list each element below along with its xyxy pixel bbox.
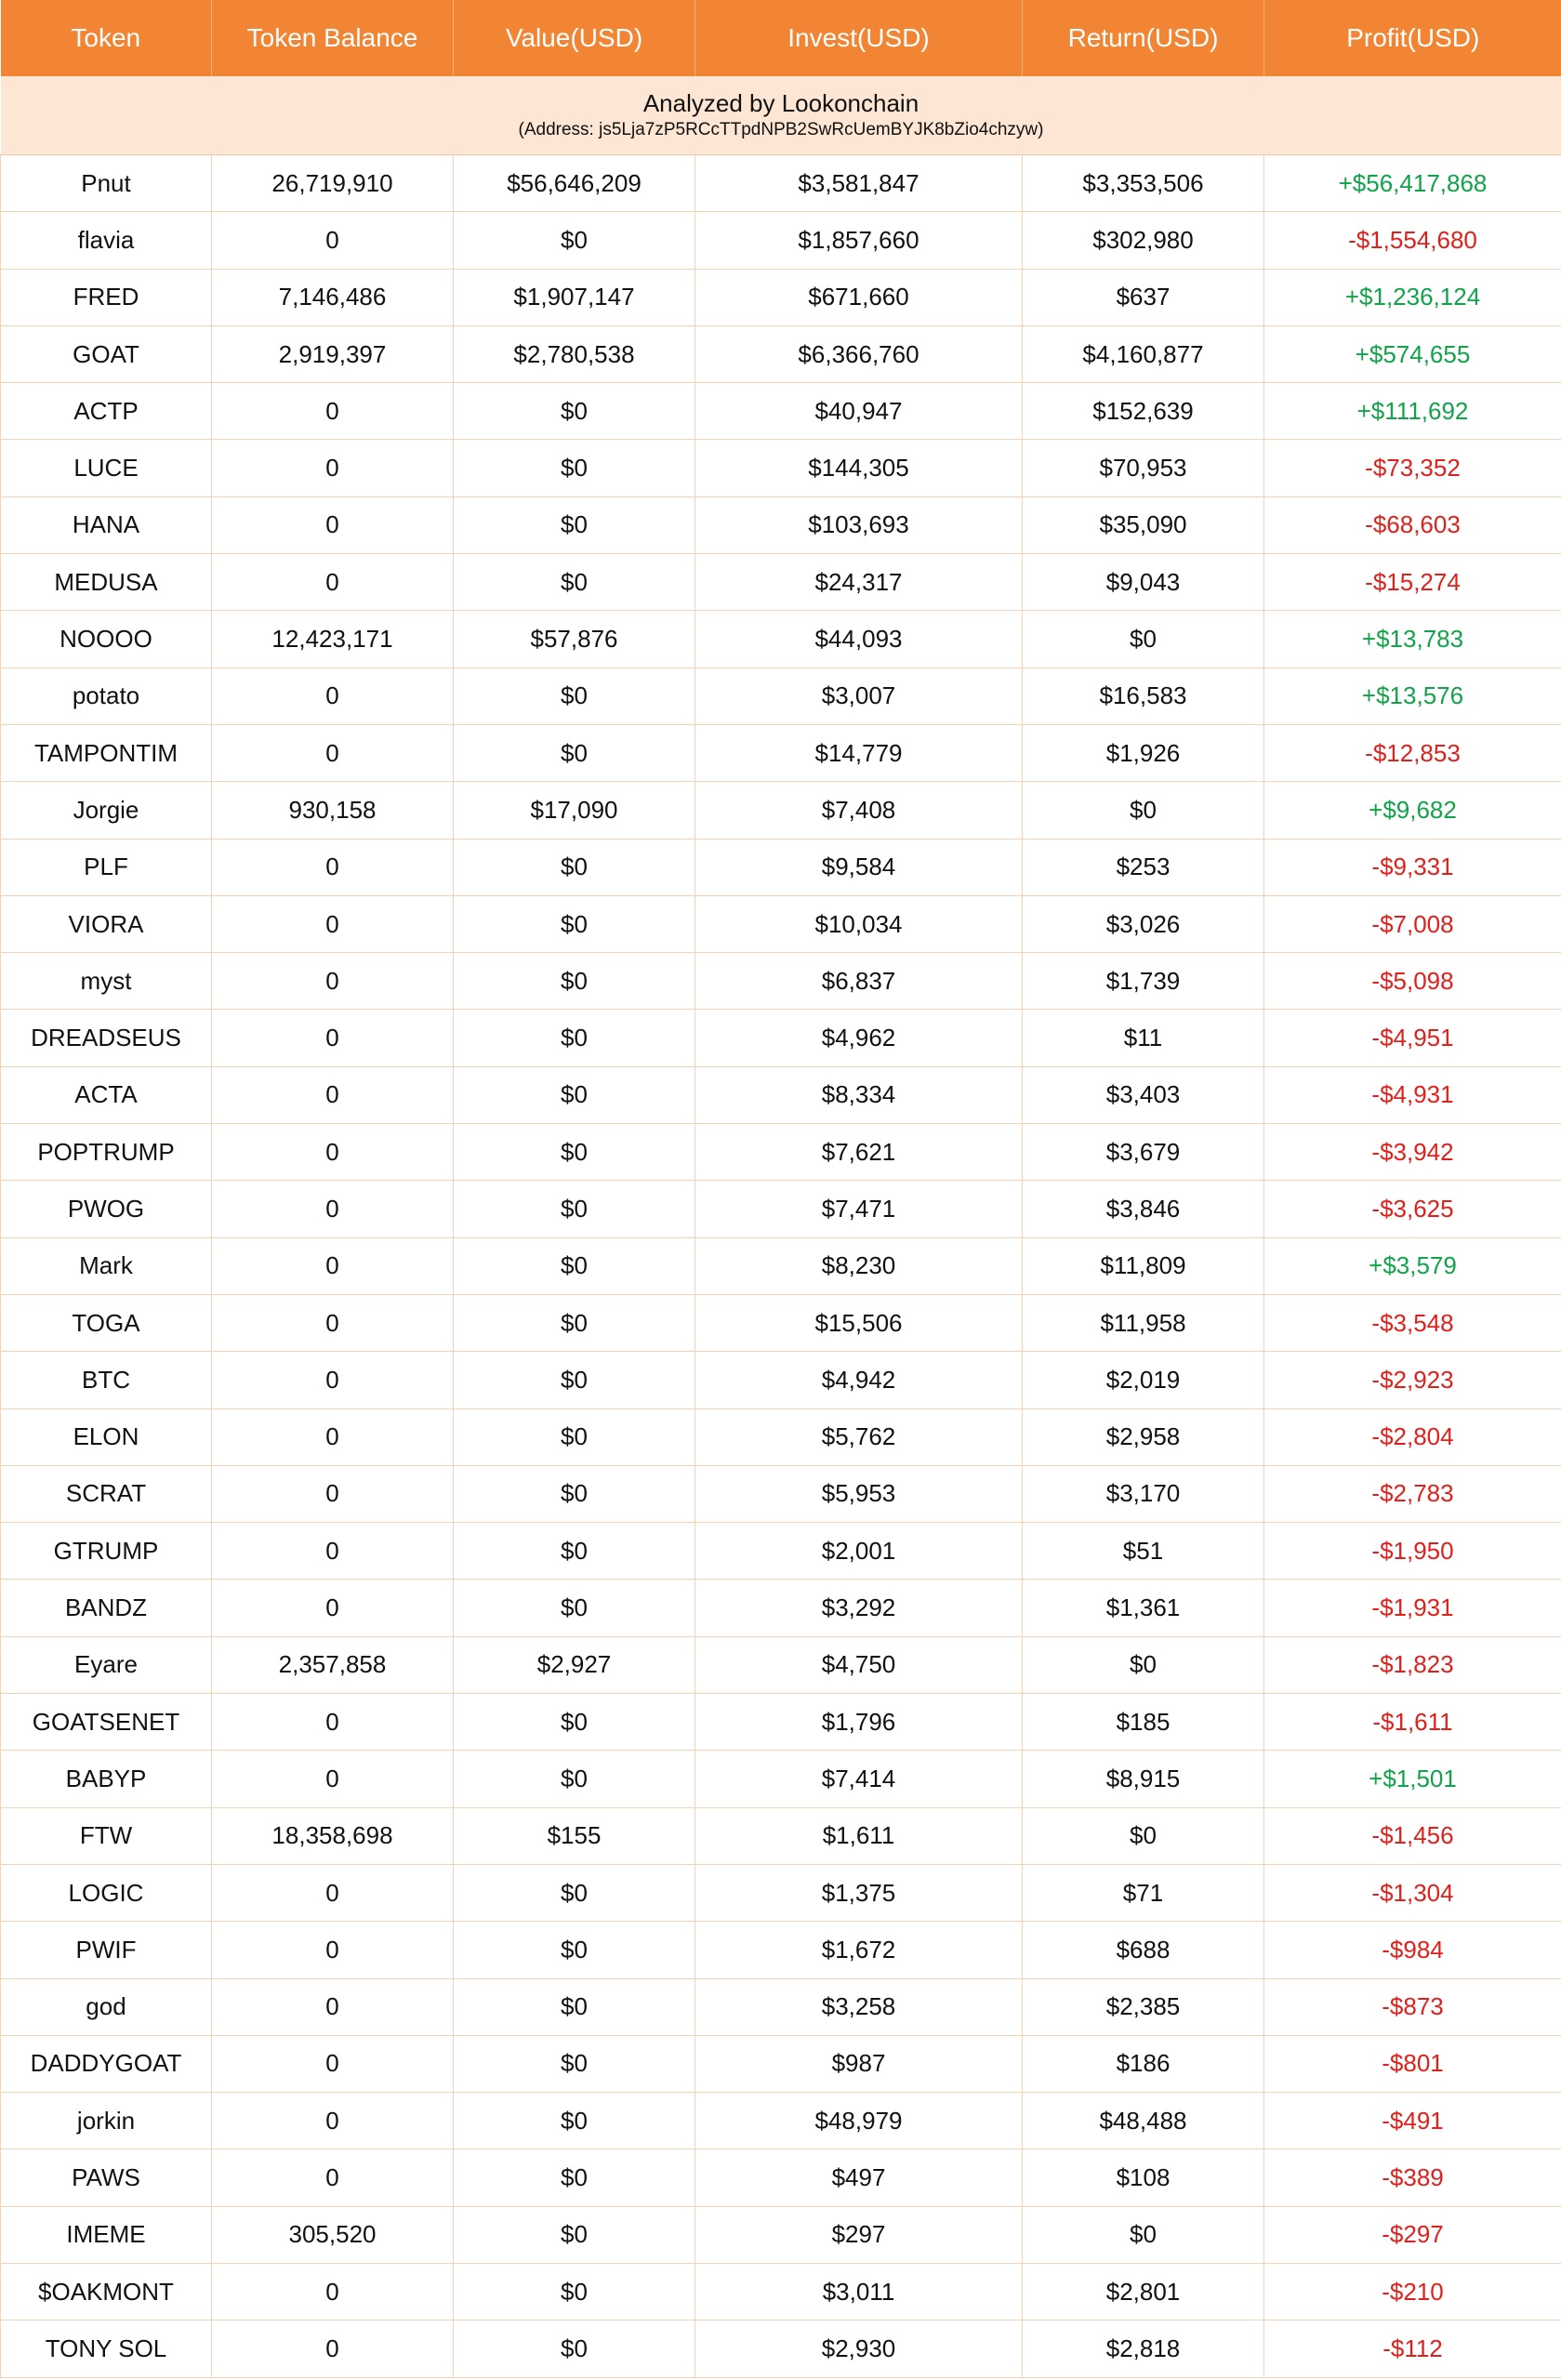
profit-cell: -$210: [1264, 2263, 1561, 2320]
table-row: [1, 1124, 1561, 1181]
token-balance-cell: 0: [212, 2149, 454, 2206]
profit-cell: -$2,804: [1264, 1408, 1561, 1465]
token-cell: PWIF: [1, 1922, 212, 1978]
token-balance-cell: 0: [212, 1010, 454, 1066]
token-cell: GTRUMP: [1, 1523, 212, 1580]
invest-cell: $48,979: [695, 2093, 1023, 2149]
token-balance-cell: 0: [212, 1124, 454, 1181]
token-balance-cell: 0: [212, 1181, 454, 1237]
token-cell: POPTRUMP: [1, 1124, 212, 1181]
token-cell: SCRAT: [1, 1465, 212, 1522]
value-cell: $0: [454, 1922, 695, 1978]
token-cell: DREADSEUS: [1, 1010, 212, 1066]
profit-cell: +$56,417,868: [1264, 155, 1561, 212]
value-cell: $0: [454, 2093, 695, 2149]
value-cell: $0: [454, 1010, 695, 1066]
table-row: [1, 1978, 1561, 2035]
profit-cell: -$68,603: [1264, 496, 1561, 553]
return-cell: $0: [1023, 1807, 1264, 1864]
profit-cell: -$491: [1264, 2093, 1561, 2149]
token-balance-cell: 0: [212, 496, 454, 553]
token-balance-cell: 0: [212, 2035, 454, 2092]
profit-cell: -$389: [1264, 2149, 1561, 2206]
value-cell: $0: [454, 554, 695, 611]
profit-cell: -$1,823: [1264, 1636, 1561, 1693]
token-balance-cell: 26,719,910: [212, 155, 454, 212]
value-cell: $0: [454, 2320, 695, 2377]
table-row: [1, 1294, 1561, 1351]
token-cell: PWOG: [1, 1181, 212, 1237]
invest-cell: $44,093: [695, 611, 1023, 668]
token-balance-cell: 0: [212, 1580, 454, 1636]
token-balance-cell: 0: [212, 953, 454, 1010]
return-cell: $3,353,506: [1023, 155, 1264, 212]
profit-cell: +$13,576: [1264, 668, 1561, 724]
value-cell: $2,780,538: [454, 325, 695, 382]
table-row: [1, 325, 1561, 382]
value-cell: $0: [454, 2206, 695, 2263]
token-cell: NOOOO: [1, 611, 212, 668]
profit-cell: -$297: [1264, 2206, 1561, 2263]
invest-cell: $1,375: [695, 1864, 1023, 1921]
table-row: [1, 782, 1561, 839]
return-cell: $2,385: [1023, 1978, 1264, 2035]
profit-cell: -$73,352: [1264, 440, 1561, 496]
column-header-invest: Invest(USD): [695, 0, 1023, 76]
table-row: [1, 1864, 1561, 1921]
return-cell: $35,090: [1023, 496, 1264, 553]
invest-cell: $7,408: [695, 782, 1023, 839]
token-cell: Mark: [1, 1237, 212, 1294]
return-cell: $11: [1023, 1010, 1264, 1066]
value-cell: $0: [454, 383, 695, 440]
return-cell: $48,488: [1023, 2093, 1264, 2149]
return-cell: $11,958: [1023, 1294, 1264, 1351]
return-cell: $8,915: [1023, 1751, 1264, 1807]
column-header-profit: Profit(USD): [1264, 0, 1561, 76]
profit-cell: -$2,783: [1264, 1465, 1561, 1522]
profit-cell: -$4,931: [1264, 1066, 1561, 1123]
table-row: [1, 611, 1561, 668]
token-cell: DADDYGOAT: [1, 2035, 212, 2092]
invest-cell: $3,258: [695, 1978, 1023, 2035]
value-cell: $0: [454, 1864, 695, 1921]
return-cell: $152,639: [1023, 383, 1264, 440]
token-balance-cell: 0: [212, 2093, 454, 2149]
return-cell: $70,953: [1023, 440, 1264, 496]
invest-cell: $6,366,760: [695, 325, 1023, 382]
return-cell: $2,958: [1023, 1408, 1264, 1465]
value-cell: $17,090: [454, 782, 695, 839]
token-balance-cell: 2,357,858: [212, 1636, 454, 1693]
table-row: [1, 383, 1561, 440]
value-cell: $0: [454, 724, 695, 781]
token-balance-cell: 305,520: [212, 2206, 454, 2263]
invest-cell: $3,581,847: [695, 155, 1023, 212]
token-cell: FTW: [1, 1807, 212, 1864]
profit-cell: +$574,655: [1264, 325, 1561, 382]
profit-cell: -$3,548: [1264, 1294, 1561, 1351]
token-cell: myst: [1, 953, 212, 1010]
table-body: [1, 155, 1561, 2378]
token-balance-cell: 0: [212, 1523, 454, 1580]
token-cell: PAWS: [1, 2149, 212, 2206]
return-cell: $9,043: [1023, 554, 1264, 611]
token-balance-cell: 0: [212, 383, 454, 440]
token-cell: TAMPONTIM: [1, 724, 212, 781]
value-cell: $1,907,147: [454, 269, 695, 325]
token-balance-cell: 0: [212, 839, 454, 895]
analysis-banner-row: [1, 76, 1561, 155]
token-cell: $OAKMONT: [1, 2263, 212, 2320]
return-cell: $3,026: [1023, 895, 1264, 952]
profit-cell: -$112: [1264, 2320, 1561, 2377]
invest-cell: $671,660: [695, 269, 1023, 325]
profit-cell: -$7,008: [1264, 895, 1561, 952]
table-header-row: [1, 0, 1561, 76]
token-balance-cell: 0: [212, 1294, 454, 1351]
token-cell: Pnut: [1, 155, 212, 212]
table-row: [1, 2263, 1561, 2320]
token-balance-cell: 18,358,698: [212, 1807, 454, 1864]
profit-cell: -$1,304: [1264, 1864, 1561, 1921]
token-cell: flavia: [1, 212, 212, 269]
value-cell: $0: [454, 1580, 695, 1636]
invest-cell: $7,471: [695, 1181, 1023, 1237]
value-cell: $0: [454, 1352, 695, 1408]
profit-cell: -$9,331: [1264, 839, 1561, 895]
token-balance-cell: 0: [212, 1864, 454, 1921]
invest-cell: $4,962: [695, 1010, 1023, 1066]
token-cell: potato: [1, 668, 212, 724]
invest-cell: $987: [695, 2035, 1023, 2092]
invest-cell: $1,672: [695, 1922, 1023, 1978]
invest-cell: $7,414: [695, 1751, 1023, 1807]
return-cell: $253: [1023, 839, 1264, 895]
invest-cell: $4,942: [695, 1352, 1023, 1408]
token-balance-cell: 0: [212, 1237, 454, 1294]
invest-cell: $103,693: [695, 496, 1023, 553]
return-cell: $2,801: [1023, 2263, 1264, 2320]
column-header-return: Return(USD): [1023, 0, 1264, 76]
token-cell: jorkin: [1, 2093, 212, 2149]
return-cell: $2,818: [1023, 2320, 1264, 2377]
profit-cell: -$15,274: [1264, 554, 1561, 611]
table-row: [1, 496, 1561, 553]
value-cell: $0: [454, 496, 695, 553]
table-row: [1, 1580, 1561, 1636]
profit-cell: -$1,931: [1264, 1580, 1561, 1636]
value-cell: $0: [454, 1181, 695, 1237]
value-cell: $0: [454, 1294, 695, 1351]
profit-cell: +$13,783: [1264, 611, 1561, 668]
value-cell: $0: [454, 212, 695, 269]
return-cell: $71: [1023, 1864, 1264, 1921]
value-cell: $0: [454, 953, 695, 1010]
value-cell: $0: [454, 2035, 695, 2092]
token-balance-cell: 12,423,171: [212, 611, 454, 668]
invest-cell: $2,930: [695, 2320, 1023, 2377]
value-cell: $56,646,209: [454, 155, 695, 212]
invest-cell: $9,584: [695, 839, 1023, 895]
return-cell: $51: [1023, 1523, 1264, 1580]
profit-cell: -$3,625: [1264, 1181, 1561, 1237]
return-cell: $3,846: [1023, 1181, 1264, 1237]
value-cell: $0: [454, 2263, 695, 2320]
table-row: [1, 895, 1561, 952]
column-header-value: Value(USD): [454, 0, 695, 76]
return-cell: $4,160,877: [1023, 325, 1264, 382]
table-row: [1, 440, 1561, 496]
token-cell: BABYP: [1, 1751, 212, 1807]
token-balance-cell: 0: [212, 1408, 454, 1465]
token-cell: TONY SOL: [1, 2320, 212, 2377]
token-balance-cell: 0: [212, 1978, 454, 2035]
return-cell: $0: [1023, 611, 1264, 668]
token-balance-cell: 0: [212, 1922, 454, 1978]
value-cell: $155: [454, 1807, 695, 1864]
invest-cell: $297: [695, 2206, 1023, 2263]
wallet-address: (Address: js5Lja7zP5RCcTTpdNPB2SwRcUemBYJK8bZio4chzyw): [518, 120, 1044, 139]
token-cell: ACTP: [1, 383, 212, 440]
profit-cell: -$1,456: [1264, 1807, 1561, 1864]
token-balance-cell: 7,146,486: [212, 269, 454, 325]
invest-cell: $3,292: [695, 1580, 1023, 1636]
token-cell: PLF: [1, 839, 212, 895]
table-row: [1, 212, 1561, 269]
table-row: [1, 1237, 1561, 1294]
profit-cell: -$2,923: [1264, 1352, 1561, 1408]
return-cell: $11,809: [1023, 1237, 1264, 1294]
invest-cell: $24,317: [695, 554, 1023, 611]
token-balance-cell: 930,158: [212, 782, 454, 839]
return-cell: $108: [1023, 2149, 1264, 2206]
return-cell: $0: [1023, 1636, 1264, 1693]
token-cell: LUCE: [1, 440, 212, 496]
table-row: [1, 1523, 1561, 1580]
invest-cell: $4,750: [695, 1636, 1023, 1693]
profit-cell: -$1,554,680: [1264, 212, 1561, 269]
profit-cell: +$1,236,124: [1264, 269, 1561, 325]
return-cell: $3,403: [1023, 1066, 1264, 1123]
token-cell: BTC: [1, 1352, 212, 1408]
table-row: [1, 1352, 1561, 1408]
banner-title: Analyzed by Lookonchain: [642, 89, 919, 117]
token-cell: TOGA: [1, 1294, 212, 1351]
table-row: [1, 2320, 1561, 2377]
return-cell: $1,926: [1023, 724, 1264, 781]
analysis-banner: [1, 76, 1561, 155]
token-balance-cell: 0: [212, 724, 454, 781]
token-balance-cell: 0: [212, 2263, 454, 2320]
table-row: [1, 839, 1561, 895]
table-row: [1, 1408, 1561, 1465]
table-row: [1, 2206, 1561, 2263]
return-cell: $637: [1023, 269, 1264, 325]
value-cell: $0: [454, 1465, 695, 1522]
return-cell: $1,361: [1023, 1580, 1264, 1636]
invest-cell: $8,230: [695, 1237, 1023, 1294]
value-cell: $0: [454, 1408, 695, 1465]
profit-cell: +$3,579: [1264, 1237, 1561, 1294]
token-cell: Jorgie: [1, 782, 212, 839]
profit-cell: -$4,951: [1264, 1010, 1561, 1066]
profit-cell: +$1,501: [1264, 1751, 1561, 1807]
invest-cell: $15,506: [695, 1294, 1023, 1351]
column-header-token: Token: [1, 0, 212, 76]
value-cell: $0: [454, 440, 695, 496]
value-cell: $57,876: [454, 611, 695, 668]
token-balance-cell: 2,919,397: [212, 325, 454, 382]
table-row: [1, 1694, 1561, 1751]
token-balance-cell: 0: [212, 440, 454, 496]
invest-cell: $1,857,660: [695, 212, 1023, 269]
table-row: [1, 2035, 1561, 2092]
token-balance-cell: 0: [212, 212, 454, 269]
value-cell: $0: [454, 1694, 695, 1751]
table-row: [1, 1465, 1561, 1522]
profit-cell: -$1,950: [1264, 1523, 1561, 1580]
token-cell: VIORA: [1, 895, 212, 952]
token-balance-cell: 0: [212, 1694, 454, 1751]
return-cell: $1,739: [1023, 953, 1264, 1010]
profit-cell: -$873: [1264, 1978, 1561, 2035]
invest-cell: $3,011: [695, 2263, 1023, 2320]
table-row: [1, 1181, 1561, 1237]
invest-cell: $2,001: [695, 1523, 1023, 1580]
value-cell: $0: [454, 1237, 695, 1294]
return-cell: $186: [1023, 2035, 1264, 2092]
token-cell: god: [1, 1978, 212, 2035]
token-cell: MEDUSA: [1, 554, 212, 611]
return-cell: $688: [1023, 1922, 1264, 1978]
token-cell: HANA: [1, 496, 212, 553]
table-row: [1, 724, 1561, 781]
table-row: [1, 1010, 1561, 1066]
return-cell: $0: [1023, 782, 1264, 839]
token-balance-cell: 0: [212, 2320, 454, 2377]
invest-cell: $14,779: [695, 724, 1023, 781]
table-row: [1, 953, 1561, 1010]
column-header-token-balance: Token Balance: [212, 0, 454, 76]
token-balance-cell: 0: [212, 554, 454, 611]
token-balance-cell: 0: [212, 1352, 454, 1408]
invest-cell: $6,837: [695, 953, 1023, 1010]
profit-cell: -$3,942: [1264, 1124, 1561, 1181]
table-row: [1, 269, 1561, 325]
value-cell: $0: [454, 2149, 695, 2206]
profit-cell: -$12,853: [1264, 724, 1561, 781]
return-cell: $185: [1023, 1694, 1264, 1751]
invest-cell: $8,334: [695, 1066, 1023, 1123]
table-row: [1, 2093, 1561, 2149]
token-balance-cell: 0: [212, 895, 454, 952]
table-row: [1, 2149, 1561, 2206]
invest-cell: $10,034: [695, 895, 1023, 952]
profit-cell: +$9,682: [1264, 782, 1561, 839]
invest-cell: $1,611: [695, 1807, 1023, 1864]
table-row: [1, 1922, 1561, 1978]
table-row: [1, 155, 1561, 212]
profit-cell: -$5,098: [1264, 953, 1561, 1010]
invest-cell: $7,621: [695, 1124, 1023, 1181]
token-cell: Eyare: [1, 1636, 212, 1693]
value-cell: $0: [454, 895, 695, 952]
return-cell: $3,679: [1023, 1124, 1264, 1181]
profit-cell: -$1,611: [1264, 1694, 1561, 1751]
return-cell: $2,019: [1023, 1352, 1264, 1408]
token-cell: GOAT: [1, 325, 212, 382]
value-cell: $0: [454, 1751, 695, 1807]
token-balance-cell: 0: [212, 1751, 454, 1807]
return-cell: $0: [1023, 2206, 1264, 2263]
table-row: [1, 1807, 1561, 1864]
value-cell: $0: [454, 839, 695, 895]
invest-cell: $40,947: [695, 383, 1023, 440]
value-cell: $0: [454, 1124, 695, 1181]
invest-cell: $3,007: [695, 668, 1023, 724]
return-cell: $3,170: [1023, 1465, 1264, 1522]
value-cell: $0: [454, 1523, 695, 1580]
table-row: [1, 1751, 1561, 1807]
invest-cell: $144,305: [695, 440, 1023, 496]
value-cell: $0: [454, 1978, 695, 2035]
token-cell: BANDZ: [1, 1580, 212, 1636]
token-cell: FRED: [1, 269, 212, 325]
profit-cell: -$801: [1264, 2035, 1561, 2092]
token-cell: LOGIC: [1, 1864, 212, 1921]
token-balance-cell: 0: [212, 668, 454, 724]
token-cell: ELON: [1, 1408, 212, 1465]
token-balance-cell: 0: [212, 1066, 454, 1123]
value-cell: $0: [454, 1066, 695, 1123]
table-row: [1, 1066, 1561, 1123]
return-cell: $302,980: [1023, 212, 1264, 269]
table-row: [1, 668, 1561, 724]
profit-cell: -$984: [1264, 1922, 1561, 1978]
invest-cell: $497: [695, 2149, 1023, 2206]
invest-cell: $5,762: [695, 1408, 1023, 1465]
token-balance-cell: 0: [212, 1465, 454, 1522]
token-cell: GOATSENET: [1, 1694, 212, 1751]
value-cell: $0: [454, 668, 695, 724]
token-cell: IMEME: [1, 2206, 212, 2263]
table-row: [1, 554, 1561, 611]
profit-cell: +$111,692: [1264, 383, 1561, 440]
invest-cell: $5,953: [695, 1465, 1023, 1522]
table-row: [1, 1636, 1561, 1693]
value-cell: $2,927: [454, 1636, 695, 1693]
return-cell: $16,583: [1023, 668, 1264, 724]
invest-cell: $1,796: [695, 1694, 1023, 1751]
token-cell: ACTA: [1, 1066, 212, 1123]
